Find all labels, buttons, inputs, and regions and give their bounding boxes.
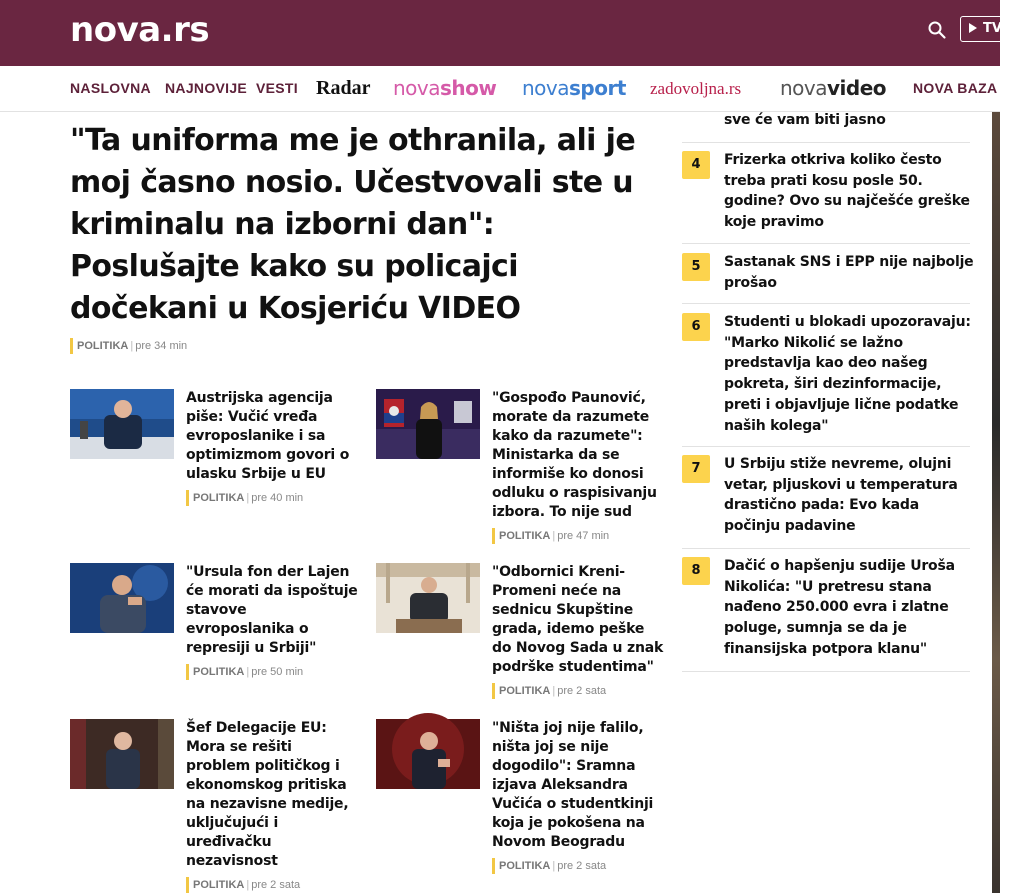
article-title[interactable]: Austrijska agencija piše: Vučić vređa evroposlanike i sa optimizmom govori o ulasku Srbije u EU: [186, 390, 350, 482]
timestamp: pre 2 sata: [557, 860, 607, 872]
list-item[interactable]: [682, 112, 970, 143]
rank-badge: 4: [682, 151, 710, 179]
timestamp: pre 34 min: [135, 340, 188, 352]
rank-badge: 6: [682, 313, 710, 341]
nav-nova-sport-prefix: nova: [522, 76, 570, 100]
article-meta: POLITIKA | pre 2 sata: [186, 877, 358, 893]
list-item[interactable]: [682, 548, 970, 672]
article-thumbnail[interactable]: [70, 563, 174, 633]
rank-badge: 7: [682, 455, 710, 483]
article-title[interactable]: "Ursula fon der Lajen će morati da ispoštuje stavove evroposlanika o represiji u Srbiji": [186, 564, 358, 656]
nav-najnovije[interactable]: NAJNOVIJE: [165, 80, 248, 96]
main-article-title[interactable]: "Ta uniforma me je othranila, ali je moj časno nosio. Učestvovali ste u kriminalu na izborni dan": Poslušajte kako su policajci dočekani u Kosjeriću VIDEO: [70, 123, 636, 326]
sidebar-item-title[interactable]: Sastanak SNS i EPP nije najbolje prošao: [724, 254, 974, 291]
nav-nova-sport-suffix: sport: [569, 76, 626, 100]
search-icon[interactable]: [928, 21, 946, 39]
tv-button[interactable]: [960, 16, 1020, 42]
main-navigation: [0, 66, 1000, 112]
timestamp: pre 2 sata: [251, 879, 301, 891]
nav-nova-sport[interactable]: [522, 66, 626, 111]
nav-nova-video[interactable]: [780, 66, 886, 111]
timestamp: pre 40 min: [251, 492, 304, 504]
category-label[interactable]: POLITIKA: [499, 860, 551, 872]
content-area: [0, 112, 1000, 893]
nav-radar[interactable]: Radar: [316, 77, 371, 99]
article-title[interactable]: "Gospođo Paunović, morate da razumete kako da razumete": Ministarka da se informiše ko donosi odluku o raspisivanju izbora. To nije sud: [492, 390, 657, 520]
category-label[interactable]: POLITIKA: [499, 530, 551, 542]
rank-badge: 8: [682, 557, 710, 585]
side-banner-ad[interactable]: [992, 112, 1000, 893]
article-title[interactable]: Šef Delegacije EU: Mora se rešiti problem političkog i ekonomskog pritiska na nezavisne medije, uključujući i uređivačku nezavisnost: [186, 720, 349, 869]
category-label[interactable]: POLITIKA: [499, 685, 551, 697]
article-thumbnail[interactable]: [376, 563, 480, 633]
nav-zadovoljna[interactable]: zadovoljna.rs: [650, 79, 742, 98]
category-label[interactable]: POLITIKA: [77, 340, 129, 352]
list-item[interactable]: [682, 303, 970, 447]
category-label[interactable]: POLITIKA: [193, 879, 245, 891]
nav-vesti[interactable]: VESTI: [256, 80, 298, 96]
list-item[interactable]: [682, 142, 970, 244]
list-item[interactable]: [682, 446, 970, 549]
nav-nova-show[interactable]: [393, 66, 496, 111]
site-logo[interactable]: nova.rs: [70, 10, 210, 50]
article-thumbnail[interactable]: [70, 389, 174, 459]
nav-nova-video-suffix: video: [827, 76, 887, 100]
timestamp: pre 47 min: [557, 530, 610, 542]
article-title[interactable]: "Ništa joj nije falilo, ništa joj se nije dogodilo": Sramna izjava Aleksandra Vučića o studentkinji koja je pokošena na Novom Beogradu: [492, 720, 654, 850]
top-header: [0, 0, 1000, 66]
nav-naslovna[interactable]: NASLOVNA: [70, 80, 151, 96]
article-thumbnail[interactable]: [376, 719, 480, 789]
nav-nova-video-prefix: nova: [780, 76, 828, 100]
nav-nova-show-prefix: nova: [393, 76, 441, 100]
article-meta: POLITIKA | pre 2 sata: [492, 858, 664, 874]
category-label[interactable]: POLITIKA: [193, 492, 245, 504]
nav-nova-show-suffix: show: [440, 76, 497, 100]
sidebar-item-title[interactable]: U Srbiju stiže nevreme, olujni vetar, pljuskovi u temperatura drastično pada: Evo kada počinju padavine: [724, 456, 958, 535]
article-title[interactable]: "Odbornici Kreni-Promeni neće na sednicu Skupštine grada, idemo peške do Novog Sada u znak podrške studentima": [492, 564, 664, 675]
article-thumbnail[interactable]: [70, 719, 174, 789]
sidebar-item-title[interactable]: Dačić o hapšenju sudije Uroša Nikolića: "U pretresu stana nađeno 250.000 evra i zlatne poluge, sumnja se da je finansijska potpora klanu": [724, 558, 955, 657]
article-meta: POLITIKA | pre 40 min: [186, 490, 358, 506]
nav-nova-baza[interactable]: NOVA BAZA: [913, 80, 998, 96]
article-meta: POLITIKA | pre 50 min: [186, 664, 358, 680]
sidebar-item-title[interactable]: Studenti u blokadi upozoravaju: "Marko Nikolić se lažno predstavlja kao deo našeg pokreta, širi dezinformacije, preti i objavljuje lične podatke naših kolega": [724, 314, 971, 434]
article-meta: POLITIKA | pre 2 sata: [492, 683, 664, 699]
article-meta: POLITIKA | pre 47 min: [492, 528, 664, 544]
category-label[interactable]: POLITIKA: [193, 666, 245, 678]
list-item[interactable]: [682, 243, 974, 304]
timestamp: pre 50 min: [251, 666, 304, 678]
sidebar-item-title[interactable]: sve će vam biti jasno: [724, 112, 886, 128]
tv-label: TV: [983, 21, 1002, 36]
rank-badge: 5: [682, 253, 710, 281]
play-icon: [969, 23, 977, 33]
article-thumbnail[interactable]: [376, 389, 480, 459]
sidebar-item-title[interactable]: Frizerka otkriva koliko često treba prati kosu posle 50. godine? Ovo su najčešće greške koje pravimo: [724, 152, 970, 231]
timestamp: pre 2 sata: [557, 685, 607, 697]
main-article-meta: POLITIKA | pre 34 min: [70, 338, 187, 354]
